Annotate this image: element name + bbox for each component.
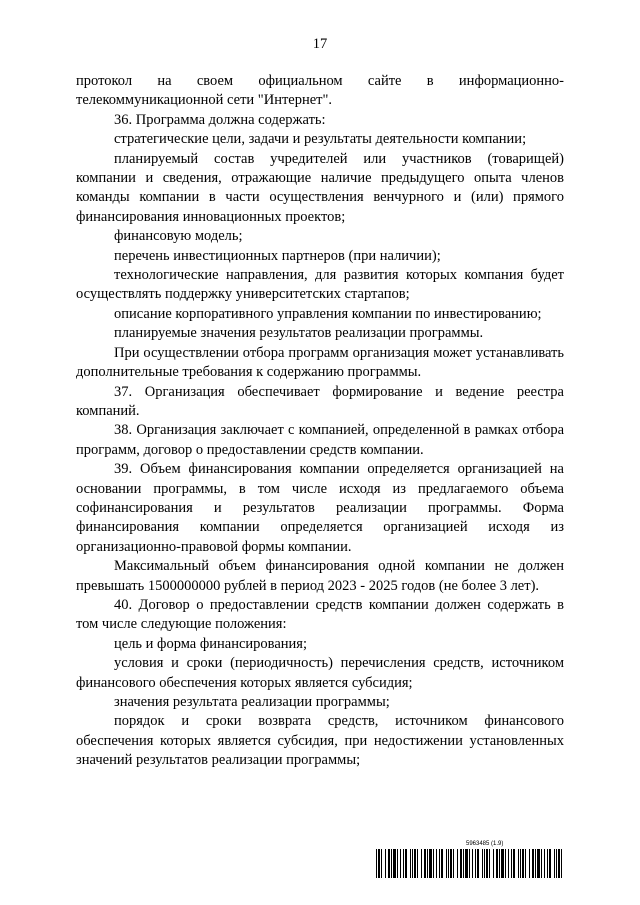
barcode xyxy=(376,849,564,878)
paragraph: технологические направления, для развития которых компания будет осуществлять поддержку университетских стартапов; xyxy=(76,267,564,303)
document-code: 5963485 (1.9) xyxy=(466,841,504,847)
paragraph: значения результата реализации программы; xyxy=(114,694,390,710)
page-number: 17 xyxy=(312,36,328,52)
paragraph: При осуществлении отбора программ организация может устанавливать дополнительные требования к содержанию программы. xyxy=(76,344,564,381)
paragraph: 40. Договор о предоставлении средств компании должен содержать в том числе следующие положения: xyxy=(76,596,564,633)
paragraph: цель и форма финансирования; xyxy=(114,635,307,652)
paragraph: 39. Объем финансирования компании определяется организацией на основании программы, в том числе исходя из предлагаемого объема софинансирования и результатов реализации программы. Форма финансирования компании определяется организацией исходя из организационно-правовой формы компании. xyxy=(76,461,564,555)
paragraph: условия и сроки (периодичность) перечисления средств, источником финансового обеспечения которых является субсидия; xyxy=(76,655,564,691)
paragraph: стратегические цели, задачи и результаты деятельности компании; xyxy=(114,131,527,148)
paragraph: 38. Организация заключает с компанией, определенной в рамках отбора программ, договор о предоставлении средств компании. xyxy=(76,422,564,458)
paragraph: 36. Программа должна содержать: xyxy=(114,111,326,128)
paragraph: Максимальный объем финансирования одной компании не должен превышать 1500000000 рублей в период 2023 - 2025 годов (не более 3 лет). xyxy=(76,558,564,594)
paragraph: планируемый состав учредителей или участников (товарищей) компании и сведения, отражающие наличие предыдущего опыта членов команды компании в части осуществления венчурного и (или) прямого финансирования инновационных проектов; xyxy=(76,150,564,225)
paragraph: перечень инвестиционных партнеров (при наличии); xyxy=(114,247,441,264)
paragraph: планируемые значения результатов реализации программы. xyxy=(114,325,484,342)
body-text xyxy=(76,72,564,771)
paragraph: протокол на своем официальном сайте в информационно-телекоммуникационной сети "Интернет". xyxy=(76,73,564,109)
paragraph: порядок и сроки возврата средств, источником финансового обеспечения которых является субсидия, при недостижении установленных значений результатов реализации программы; xyxy=(76,713,564,769)
paragraph: 37. Организация обеспечивает формирование и ведение реестра компаний. xyxy=(76,383,564,419)
paragraph: финансовую модель; xyxy=(114,228,243,245)
paragraph: описание корпоративного управления компании по инвестированию; xyxy=(114,305,542,322)
